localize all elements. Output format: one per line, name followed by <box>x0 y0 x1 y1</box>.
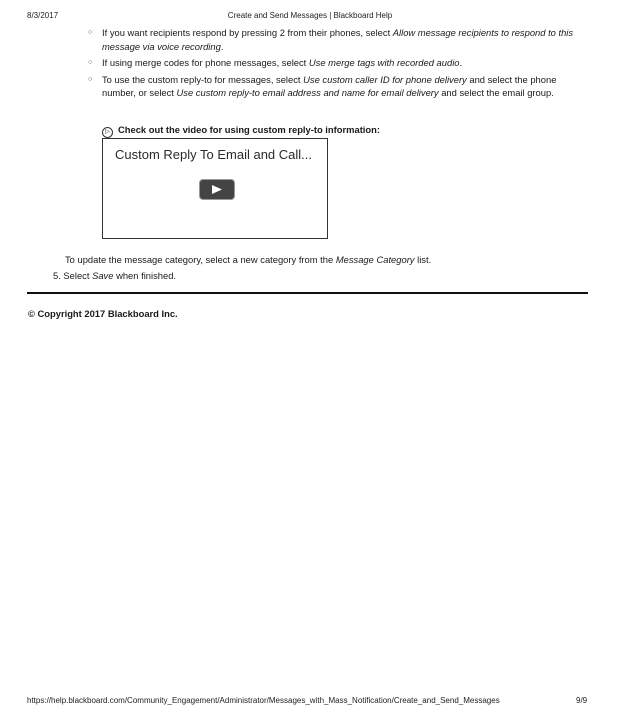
header-title: Create and Send Messages | Blackboard Help <box>227 11 393 20</box>
instruction-text: list. <box>414 254 432 265</box>
play-button[interactable] <box>199 179 235 200</box>
bullet-text: and select the phone number, or select <box>102 73 557 98</box>
play-icon <box>212 185 222 194</box>
tip-text: Check out the video for using custom reply-to information: <box>118 124 380 135</box>
list-item <box>88 73 580 100</box>
list-item <box>88 26 580 53</box>
video-tip <box>102 124 380 138</box>
step-text: when finished. <box>113 270 177 281</box>
bullet-text: If using merge codes for phone messages, select <box>102 57 309 68</box>
bullet-text: If you want recipients respond by pressing 2 from their phones, select <box>102 27 393 38</box>
ui-term: Use custom reply-to email address and name for email delivery <box>176 87 439 98</box>
list-item <box>88 56 580 70</box>
category-instruction <box>65 254 431 265</box>
divider <box>27 292 588 294</box>
bullet-marker: ○ <box>88 29 93 36</box>
video-icon: ▷ <box>102 127 113 138</box>
page-number: 9/9 <box>576 696 588 705</box>
ui-term: Use merge tags with recorded audio <box>308 57 460 68</box>
step-text: 5. Select <box>53 270 93 281</box>
ui-term: Message Category <box>335 254 415 265</box>
ui-term: Allow message recipients to respond to this message via voice recording <box>102 27 574 52</box>
bullet-text: . <box>220 40 224 52</box>
option-list <box>88 26 580 103</box>
footer-url: https://help.blackboard.com/Community_Engagement/Administrator/Messages_with_Mass_Notification/Create_and_Send_Messages <box>27 696 500 705</box>
bullet-text: . <box>459 57 463 68</box>
instruction-text: To update the message category, select a new category from the <box>65 254 336 265</box>
step-5 <box>53 270 176 281</box>
video-title[interactable]: Custom Reply To Email and Call... <box>115 147 313 162</box>
header-date: 8/3/2017 <box>27 11 59 20</box>
bullet-marker: ○ <box>88 75 93 83</box>
ui-term: Save <box>92 270 114 281</box>
ui-term: Use custom caller ID for phone delivery <box>303 73 467 85</box>
video-player[interactable] <box>102 138 328 239</box>
copyright-notice: © Copyright 2017 Blackboard Inc. <box>28 308 178 319</box>
bullet-marker: ○ <box>88 59 93 66</box>
bullet-text: and select the email group. <box>438 87 554 98</box>
bullet-text: To use the custom reply-to for messages, select <box>102 73 304 85</box>
